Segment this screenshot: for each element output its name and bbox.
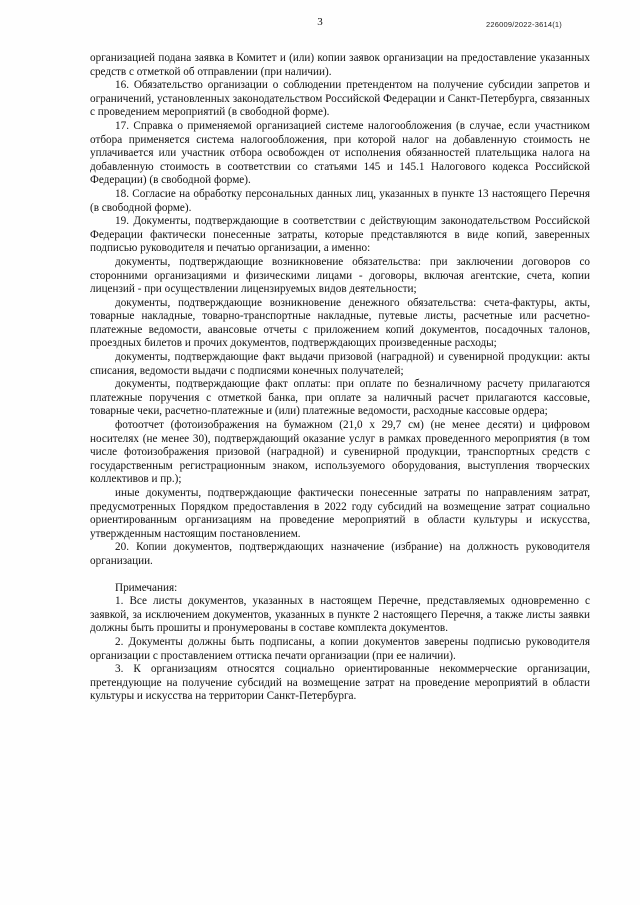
paragraph-item-17: 17. Справка о применяемой организацией системе налогообложения (в случае, если участником отбора применяется система налогообложения, при которой налог на добавленную стоимость не уплачивается или участник отбора освобожден от исполнения обязанностей плательщика налога на добавленную стоимость в соответствии со статьями 145 и 145.1 Налогового кодекса Российской Федерации) (в свободной форме).	[90, 119, 590, 187]
paragraph-item-18: 18. Согласие на обработку персональных данных лиц, указанных в пункте 13 настоящего Перечня (в свободной форме).	[90, 187, 590, 214]
paragraph-item-20: 20. Копии документов, подтверждающих назначение (избрание) на должность руководителя организации.	[90, 541, 590, 567]
paragraph-photo-report: фотоотчет (фотоизображения на бумажном (21,0 x 29,7 см) (не менее десяти) и цифровом носителях (не менее 30), подтверждающий оказание услуг в рамках проведенного мероприятия (в том числе фотоизображения призовой (наградной) и сувенирной продукции, транспортных средств с государственным регистрационным знаком, используемого оборудования, выступления творческих коллективов и пр.);	[90, 419, 590, 486]
note-item: 3. К организациям относятся социально ориентированные некоммерческие организации, претендующие на получение субсидий на возмещение затрат на проведение мероприятий в области культуры и искусства на территории Санкт-Петербурга.	[90, 663, 590, 703]
paragraph-other-docs: иные документы, подтверждающие фактически понесенные затраты по направлениям затрат, предусмотренных Порядком предоставления в 2022 году субсидий на возмещение затрат социально ориентированным организациям на проведение мероприятий в области культуры и искусства, утвержденным настоящим постановлением.	[90, 487, 590, 540]
paragraph-obligation-docs: документы, подтверждающие возникновение обязательства: при заключении договоров со сторонними организациями и физическими лицами - договоры, включая агентские, счета, копии лицензий - при осуществлении лицензируемых видов деятельности;	[90, 255, 590, 296]
paragraph-item-19: 19. Документы, подтверждающие в соответствии с действующим законодательством Российской Федерации фактически понесенные затраты, которые представляются в виде копий, заверенных подписью руководителя и печатью организации, а именно:	[90, 215, 590, 255]
document-id: 226009/2022-3614(1)	[486, 20, 562, 29]
notes-heading: Примечания:	[115, 581, 178, 594]
note-item: 2. Документы должны быть подписаны, а копии документов заверены подписью руководителя организации с проставлением оттиска печати организации (при ее наличии).	[90, 635, 590, 662]
document-body	[90, 52, 590, 704]
paragraph-payment-docs: документы, подтверждающие факт оплаты: при оплате по безналичному расчету прилагаются платежные поручения с отметкой банка, при оплате за наличный расчет прилагаются кассовые, товарные чеки, расчетно-платежные и (или) платежные ведомости, расходные кассовые ордера;	[90, 378, 590, 418]
paragraph-item-16: 16. Обязательство организации о соблюдении претендентом на получение субсидии запретов и ограничений, установленных законодательством Российской Федерации и Санкт-Петербурга, связанных с проведением мероприятий (в свободной форме).	[90, 79, 590, 119]
page-number: 3	[317, 16, 323, 28]
paragraph-monetary-obligation-docs: документы, подтверждающие возникновение денежного обязательства: счета-фактуры, акты, товарные накладные, товарно-транспортные накладные, путевые листы, расчетные или расчетно-платежные ведомости, авансовые отчеты с приложением копий документов, посадочных талонов, проездных билетов и прочих документов, подтверждающих произведенные расходы;	[90, 296, 590, 350]
paragraph-continuation: организацией подана заявка в Комитет и (или) копии заявок организации на предоставление указанных средств с отметкой об отправлении (при наличии).	[90, 52, 590, 78]
note-item: 1. Все листы документов, указанных в настоящем Перечне, представляемых одновременно с заявкой, за исключением документов, указанных в пункте 2 настоящего Перечня, а также листы заявки должны быть прошиты и пронумерованы в составе комплекта документов.	[90, 595, 590, 635]
paragraph-prize-issuance-docs: документы, подтверждающие факт выдачи призовой (наградной) и сувенирной продукции: акты списания, ведомости выдачи с подписями конечных получателей;	[90, 351, 590, 377]
